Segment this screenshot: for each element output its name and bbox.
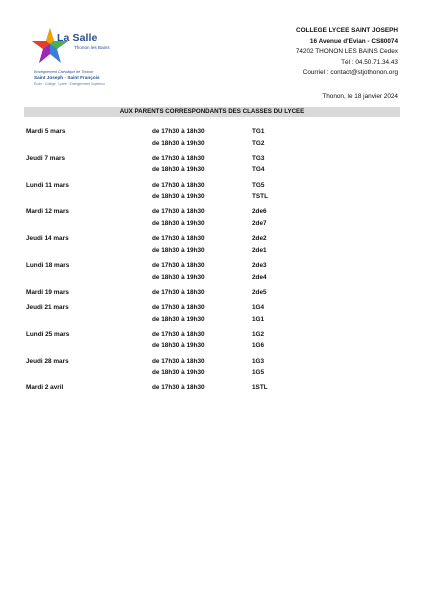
schedule-class: 1G1 (252, 315, 265, 323)
schedule-class: 2de5 (252, 288, 267, 296)
logo-brand: La Salle (57, 32, 98, 44)
schedule-row (0, 219, 424, 229)
schedule-time: de 18h30 à 19h30 (152, 139, 205, 147)
schedule-class: 2de7 (252, 220, 267, 227)
schedule-class: 2de6 (252, 208, 267, 216)
schedule-row (0, 273, 424, 283)
schedule-time: de 18h30 à 19h30 (152, 342, 205, 350)
schedule-class: 1G5 (252, 369, 265, 377)
schedule-day: Lundi 18 mars (26, 262, 70, 269)
schedule-row (0, 330, 424, 340)
document-title-banner: AUX PARENTS CORRESPONDANTS DES CLASSES DU LYCEE (24, 107, 400, 117)
schedule-row (0, 181, 424, 191)
schedule-time: de 17h30 à 18h30 (152, 357, 205, 365)
schedule-time: de 17h30 à 18h30 (152, 330, 205, 338)
schedule-row (0, 357, 424, 367)
school-phone: Tél : 04.50.71.34.43 (341, 58, 398, 66)
schedule-time: de 18h30 à 19h30 (152, 220, 205, 227)
schedule-day: Jeudi 14 mars (26, 235, 69, 243)
schedule-time: de 18h30 à 19h30 (152, 369, 205, 377)
school-email[interactable]: Courriel : contact@stjothonon.org (302, 69, 398, 77)
schedule-day: Jeudi 28 mars (26, 357, 69, 365)
logo-line-1: Enseignement Catholique de Thonon (34, 70, 94, 74)
schedule-row (0, 246, 424, 256)
schedule-row (0, 288, 424, 298)
schedule-row (0, 383, 424, 393)
schedule-time: de 17h30 à 18h30 (152, 288, 205, 296)
schedule-row (0, 139, 424, 149)
schedule-row (0, 234, 424, 244)
logo-line-3: École · Collège · Lycée · Enseignement Supérieur (34, 82, 105, 86)
schedule-day: Mardi 2 avril (26, 384, 64, 392)
schedule-row (0, 192, 424, 202)
schedule-class: 1STL (252, 384, 268, 392)
document-date: Thonon, le 18 janvier 2024 (322, 93, 398, 100)
schedule-row (0, 341, 424, 351)
schedule-day: Lundi 11 mars (26, 181, 69, 189)
school-street: 16 Avenue d'Evian - CS80074 (309, 37, 398, 45)
schedule-time: de 17h30 à 18h30 (152, 235, 205, 243)
schedule-class: 2de4 (252, 273, 267, 281)
schedule-row (0, 303, 424, 313)
schedule-class: TG1 (252, 128, 265, 135)
schedule-time: de 18h30 à 19h30 (152, 315, 205, 323)
schedule-class: 1G3 (252, 357, 265, 365)
schedule-row (0, 165, 424, 175)
school-city: 74202 THONON LES BAINS Cedex (295, 48, 398, 56)
schedule-day: Mardi 5 mars (26, 128, 66, 135)
schedule-row (0, 154, 424, 164)
schedule-row (0, 127, 424, 137)
schedule-time: de 17h30 à 18h30 (152, 128, 205, 135)
logo-brand-sub: Thonon les Bains (74, 45, 110, 50)
schedule-time: de 17h30 à 18h30 (152, 181, 205, 189)
schedule-time: de 17h30 à 18h30 (152, 208, 205, 216)
school-logo (30, 26, 116, 96)
schedule-class: TG2 (252, 139, 265, 147)
schedule-class: TG3 (252, 154, 265, 162)
schedule-class: 2de1 (252, 246, 267, 254)
logo-line-2: Saint Joseph · Saint François (34, 75, 100, 80)
schedule-day: Mardi 12 mars (26, 208, 69, 216)
schedule-day: Mardi 19 mars (26, 288, 69, 296)
schedule-time: de 18h30 à 19h30 (152, 273, 205, 281)
schedule-day: Jeudi 7 mars (26, 154, 66, 162)
schedule-time: de 17h30 à 18h30 (152, 154, 205, 162)
schedule-time: de 17h30 à 18h30 (152, 384, 205, 392)
schedule-class: 1G6 (252, 342, 265, 350)
schedule-class: TSTL (252, 193, 268, 201)
schedule-day: Jeudi 21 mars (26, 304, 69, 311)
schedule-row (0, 207, 424, 217)
schedule-time: de 17h30 à 18h30 (152, 262, 205, 269)
schedule-class: 1G2 (252, 330, 265, 338)
schedule-row (0, 261, 424, 271)
schedule-time: de 18h30 à 19h30 (152, 246, 205, 254)
schedule-time: de 18h30 à 19h30 (152, 193, 205, 201)
schedule-time: de 17h30 à 18h30 (152, 304, 205, 311)
schedule-class: 2de3 (252, 262, 267, 269)
schedule-class: 2de2 (252, 235, 267, 243)
school-name: COLLEGE LYCEE SAINT JOSEPH (295, 27, 398, 34)
school-address (296, 26, 398, 79)
schedule-class: TG4 (252, 166, 265, 174)
schedule-time: de 18h30 à 19h30 (152, 166, 205, 174)
schedule-class: 1G4 (252, 304, 265, 311)
schedule-row (0, 315, 424, 325)
schedule-row (0, 368, 424, 378)
schedule-day: Lundi 25 mars (26, 330, 70, 338)
schedule-class: TG5 (252, 181, 265, 189)
